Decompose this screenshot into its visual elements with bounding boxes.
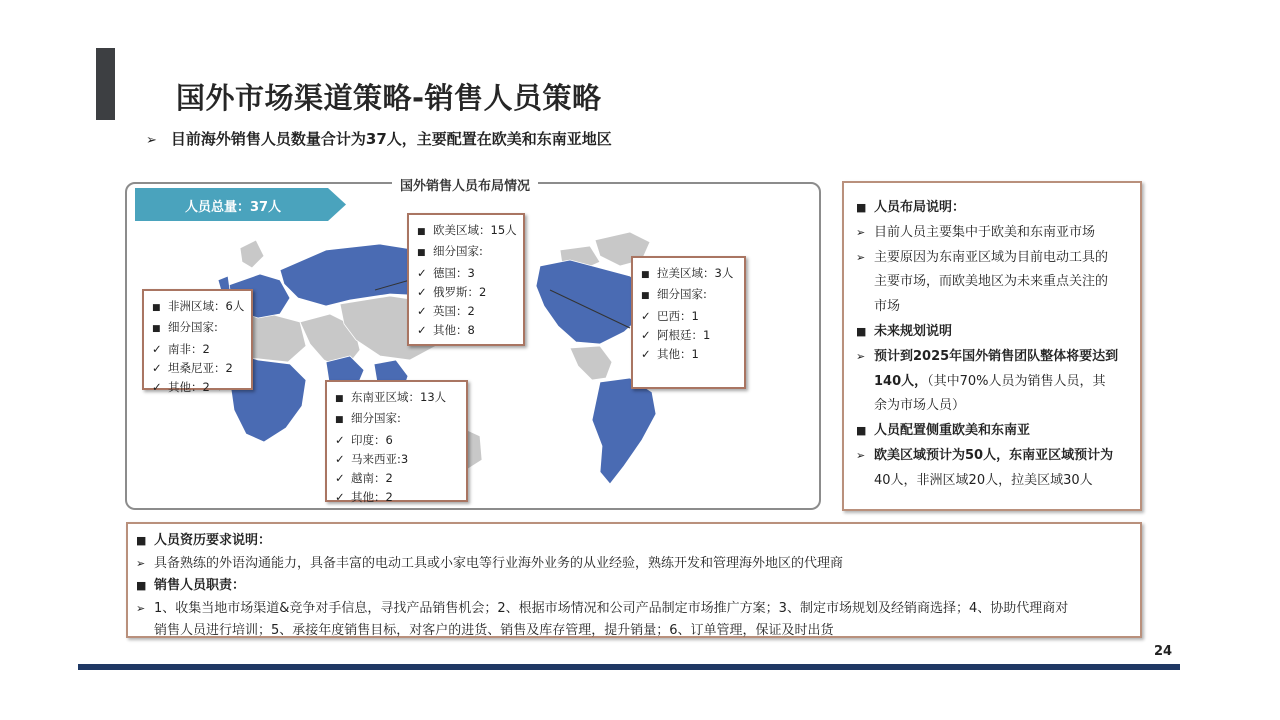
- requirements-box: [126, 522, 1142, 638]
- notes-text: 预计到2025年国外销售团队整体将要达到: [874, 348, 1119, 364]
- country-item: 其他：8: [433, 323, 475, 338]
- country-item: 马来西亚:3: [351, 451, 409, 466]
- notes-heading: 人员配置侧重欧美和东南亚: [874, 423, 1031, 439]
- check-icon: ✓: [641, 327, 651, 342]
- staffing-notes-box: [842, 181, 1142, 511]
- check-icon: ✓: [335, 451, 345, 466]
- region-header: 欧美区域：15人: [433, 223, 517, 237]
- arrow-icon: ➢: [146, 133, 157, 148]
- notes-text: 40人，非洲区域20人，拉美区域30人: [874, 472, 1093, 488]
- page-number: 24: [1154, 644, 1173, 659]
- notes-text: （其中70%人员为销售人员，其: [927, 373, 1106, 389]
- check-icon: ✓: [641, 347, 651, 362]
- region-box-africa: ■ 非洲区域：6人 ■ 细分国家: ✓ 南非：2 ✓ 坦桑尼亚：2 ✓ 其他：2: [142, 289, 253, 390]
- country-item: 其他：2: [351, 490, 393, 505]
- country-item: 巴西：1: [657, 308, 699, 323]
- country-item: 越南：2: [351, 471, 393, 486]
- check-icon: ✓: [152, 380, 162, 395]
- notes-text: 市场: [874, 299, 901, 315]
- duties-heading: 销售人员职责：: [154, 578, 246, 594]
- arrow-icon: ➢: [856, 349, 866, 363]
- check-icon: ✓: [335, 490, 345, 505]
- arrow-icon: ➢: [136, 556, 146, 570]
- country-item: 阿根廷：1: [657, 327, 711, 342]
- check-icon: ✓: [641, 308, 651, 323]
- country-item: 德国：3: [433, 265, 475, 280]
- arrow-icon: ➢: [856, 225, 866, 239]
- arrow-icon: ➢: [856, 448, 866, 462]
- duties-text: 1、收集当地市场渠道&竞争对手信息，寻找产品销售机会；2、根据市场情况和公司产品制定市场推广方案；3、制定市场规划及经销商选择；4、协助代理商对: [154, 600, 1069, 616]
- subtitle-text: 目前海外销售人员数量合计为37人，主要配置在欧美和东南亚地区: [170, 130, 612, 148]
- square-bullet-icon: ■: [856, 324, 867, 338]
- country-item: 俄罗斯：2: [433, 284, 487, 299]
- check-icon: ✓: [335, 471, 345, 486]
- title-accent-bar: [96, 48, 115, 120]
- check-icon: ✓: [417, 323, 427, 338]
- check-icon: ✓: [417, 304, 427, 319]
- duties-text: 销售人员进行培训；5、承接年度销售目标，对客户的进货、销售及库存管理，提升销量；6、订单管理，保证及时出货: [154, 623, 834, 639]
- notes-text: 欧美区域预计为50人，东南亚区域预计为: [874, 447, 1114, 463]
- region-header: 东南亚区域：13人: [351, 390, 447, 404]
- check-icon: ✓: [152, 341, 162, 356]
- notes-text: 余为市场人员）: [874, 398, 966, 414]
- map-panel-title: 国外销售人员布局情况: [392, 175, 538, 194]
- square-bullet-icon: ■: [856, 424, 867, 438]
- square-bullet-icon: ■: [136, 534, 147, 547]
- country-item: 其他：1: [657, 347, 699, 362]
- check-icon: ✓: [417, 265, 427, 280]
- notes-text: 主要原因为东南亚区域为目前电动工具的: [874, 249, 1109, 265]
- arrow-icon: ➢: [856, 250, 866, 264]
- check-icon: ✓: [417, 284, 427, 299]
- country-item: 南非：2: [168, 341, 210, 356]
- region-sub: 细分国家:: [657, 287, 707, 302]
- notes-heading: 未来规划说明: [874, 323, 953, 339]
- footer-bar: [78, 664, 1180, 670]
- square-bullet-icon: ■: [136, 579, 147, 593]
- requirements-text: 具备熟练的外语沟通能力，具备丰富的电动工具或小家电等行业海外业务的从业经验，熟练开发和管理海外地区的代理商: [154, 555, 844, 571]
- page-subtitle: [146, 128, 612, 149]
- region-box-sea: ■ 东南亚区域：13人 ■ 细分国家: ✓ 印度：6 ✓ 马来西亚:3 ✓ 越南：2 ✓ 其他：2: [325, 380, 468, 502]
- region-sub: 细分国家:: [433, 244, 483, 259]
- notes-heading: 人员布局说明：: [874, 200, 966, 215]
- region-header: 非洲区域：6人: [168, 299, 245, 313]
- region-box-latam: ■ 拉美区域：3人 ■ 细分国家: ✓ 巴西：1 ✓ 阿根廷：1 ✓ 其他：1: [631, 256, 746, 389]
- region-header: 拉美区域：3人: [657, 266, 734, 280]
- region-sub: 细分国家:: [351, 411, 401, 426]
- check-icon: ✓: [152, 360, 162, 375]
- country-item: 印度：6: [351, 432, 393, 447]
- region-sub: 细分国家:: [168, 320, 218, 335]
- country-item: 坦桑尼亚：2: [168, 360, 233, 375]
- total-staff-banner: [135, 188, 346, 221]
- check-icon: ✓: [335, 432, 345, 447]
- notes-text: 140人，: [874, 373, 928, 389]
- arrow-icon: ➢: [136, 601, 146, 615]
- country-item: 其他：2: [168, 380, 210, 395]
- square-bullet-icon: ■: [856, 201, 867, 214]
- total-staff-label: 人员总量：37人: [185, 200, 282, 215]
- page-title: 国外市场渠道策略-销售人员策略: [176, 81, 602, 115]
- notes-text: 目前人员主要集中于欧美和东南亚市场: [874, 224, 1096, 240]
- region-box-europe: ■ 欧美区域：15人 ■ 细分国家: ✓ 德国：3 ✓ 俄罗斯：2 ✓ 英国：2 ✓ 其他：8: [407, 213, 525, 346]
- country-item: 英国：2: [433, 304, 475, 319]
- notes-text: 主要市场，而欧美地区为未来重点关注的: [874, 274, 1109, 290]
- requirements-heading: 人员资历要求说明：: [154, 533, 272, 548]
